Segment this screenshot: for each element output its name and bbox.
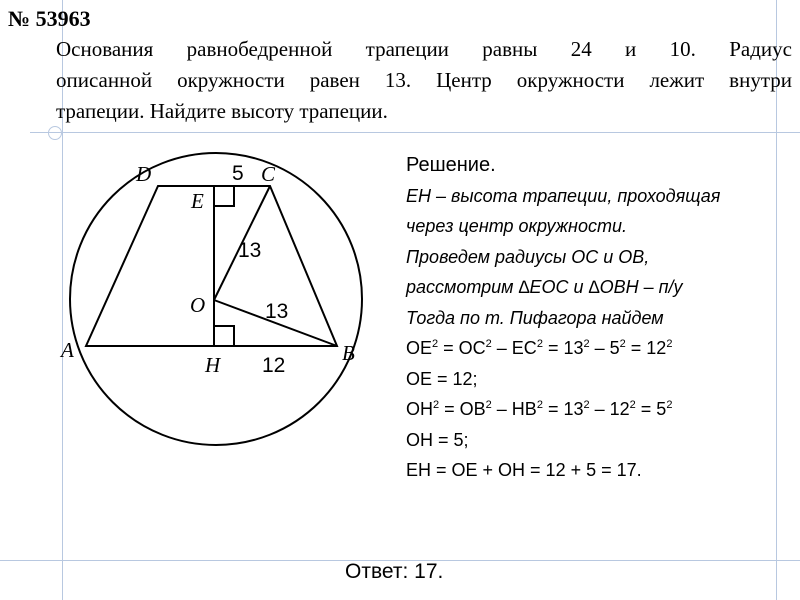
trapezoid [86, 186, 337, 346]
label-b: B [342, 341, 355, 365]
problem-line-1: Основания равнобедренной трапеции равны 24 и 10. Радиус [56, 37, 792, 61]
solution-line-5: Тогда по т. Пифагора найдем [406, 307, 664, 328]
label-c: C [261, 162, 276, 186]
label-o: O [190, 293, 206, 317]
equation-eh-result: EH = OE + OH = 12 + 5 = 17. [406, 460, 642, 480]
equation-oe-squared: $OE^2 = OC^2 - EC^2 = 13^2 - 5^2 = 12^2$ [406, 338, 673, 358]
solution-heading: Решение. [406, 154, 496, 176]
label-d: D [136, 162, 152, 186]
equation-oh-squared: $OH^2 = OB^2 - HB^2 = 13^2 - 12^2 = 5^2$ [406, 399, 673, 419]
label-e: E [191, 189, 204, 213]
length-oc: 13 [238, 239, 262, 262]
length-ec: 5 [232, 162, 244, 185]
length-ob: 13 [265, 300, 289, 323]
solution-block [406, 150, 798, 486]
equation-oe-value: OE = 12; [406, 368, 478, 389]
length-hb: 12 [262, 354, 286, 377]
right-angle-mark-h [214, 326, 234, 346]
problem-line-2: описанной окружности равен 13. Центр окружности лежит внутри [56, 68, 792, 92]
solution-line-2: через центр окружности. [406, 216, 627, 236]
label-h: H [205, 353, 221, 377]
problem-number: № 53963 [8, 6, 91, 31]
answer: Ответ: 17. [345, 560, 444, 583]
solution-line-1: EH – высота трапеции, проходящая [406, 185, 721, 206]
right-angle-mark-e [214, 186, 234, 206]
problem-line-3: трапеции. Найдите высоту трапеции. [56, 99, 388, 123]
label-a: A [61, 338, 74, 362]
solution-line-4: рассмотрим ∆EOC и ∆OBH – п/у [406, 277, 683, 297]
equation-oh-value: OH = 5; [406, 429, 469, 450]
solution-line-3: Проведем радиусы OC и OB, [406, 246, 650, 267]
